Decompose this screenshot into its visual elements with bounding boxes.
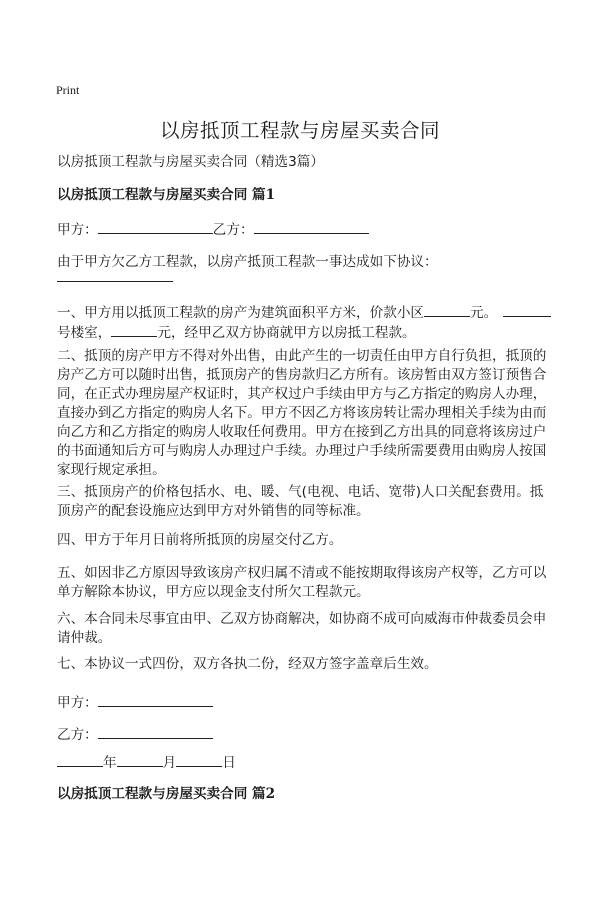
section-heading-2: 以房抵顶工程款与房屋买卖合同 篇2 [57, 786, 276, 802]
signature-party-a-label: 甲方： [57, 695, 98, 711]
clause-2-line: 二、抵顶的房产甲方不得对外出售，由此产生的一切责任由甲方自行负担，抵顶的 [57, 348, 547, 364]
party-b-blank [254, 220, 369, 234]
clause-4: 四、甲方于年月日前将所抵顶的房屋交付乙方。 [57, 532, 343, 548]
clause-3-line: 三、抵顶房产的价格包括水、电、暖、气(电视、电话、宽带)人口关配套费用。抵 [57, 484, 544, 500]
section-heading-1: 以房抵顶工程款与房屋买卖合同 篇1 [57, 187, 276, 203]
clause-7: 七、本协议一式四份，双方各执二份，经双方签字盖章后生效。 [57, 656, 438, 672]
clause-2-line: 直接办到乙方指定的购房人名下。甲方不因乙方将该房转让需办理相关手续为由而 [57, 405, 547, 421]
clause-2-line: 向乙方和乙方指定的购房人收取任何费用。甲方在接到乙方出具的同意将该房过户 [57, 424, 547, 440]
signature-party-a-blank [98, 693, 213, 707]
intro-blank [57, 268, 173, 288]
clause-2-line: 的书面通知后方可与购房人办理过户手续。办理过户手续所需要费用由购房人按国 [57, 443, 547, 459]
month-label: 月 [162, 755, 177, 771]
clause-1-text-c: 号楼室， [57, 325, 112, 341]
clause-2-line: 家现行规定承担。 [57, 462, 166, 478]
year-label: 年 [103, 755, 117, 771]
party-a-label: 甲方： [57, 222, 98, 238]
signature-party-a [57, 693, 213, 713]
signature-party-b [57, 725, 213, 745]
clause-2 [57, 347, 546, 480]
party-a-blank [98, 220, 213, 234]
signature-party-b-label: 乙方： [57, 727, 98, 743]
parties-line [57, 220, 369, 240]
clause-5 [57, 564, 546, 602]
signature-date [57, 753, 236, 773]
clause-6-line: 六、本合同未尽事宜由甲、乙双方协商解决，如协商不成可向威海市仲裁委员会申 [57, 611, 547, 627]
clause-1-text-d: 元，经甲乙双方协商就甲方以房抵工程款。 [157, 325, 416, 341]
clause-5-line: 五、如因非乙方原因导致该房产权归属不清或不能按期取得该房产权等，乙方可以 [57, 565, 547, 581]
day-label: 日 [222, 755, 236, 771]
clause-2-line: 同，在正式办理房屋产权证时，其产权过户手续由甲方与乙方指定的购房人办理， [57, 386, 547, 402]
clause-3 [57, 483, 543, 521]
clause-5-line: 单方解除本协议，甲方应以现金支付所欠工程款元。 [57, 584, 370, 600]
page-title: 以房抵顶工程款与房屋买卖合同 [159, 119, 440, 142]
signature-party-b-blank [98, 725, 213, 739]
print-label: Print [56, 83, 80, 97]
clause-1-text-a: 一、甲方用以抵顶工程款的房产为建筑面积平方米，价款小区 [57, 305, 425, 321]
clause-1-text-b: 元。 [470, 305, 498, 321]
clause-3-line: 顶房产的配套设施应达到甲方对外销售的同等标准。 [57, 503, 370, 519]
clause-1 [57, 303, 551, 343]
clause-2-line: 房产乙方可以随时出售，抵顶房产的售房款归乙方所有。该房暂由双方签订预售合 [57, 367, 547, 383]
party-b-label: 乙方： [212, 222, 254, 238]
subtitle: 以房抵顶工程款与房屋买卖合同（精选3篇） [57, 154, 324, 170]
clause-6-line: 请仲裁。 [57, 630, 112, 646]
clause-6 [57, 610, 546, 648]
intro-text: 由于甲方欠乙方工程款，以房产抵顶工程款一事达成如下协议： [57, 254, 438, 270]
